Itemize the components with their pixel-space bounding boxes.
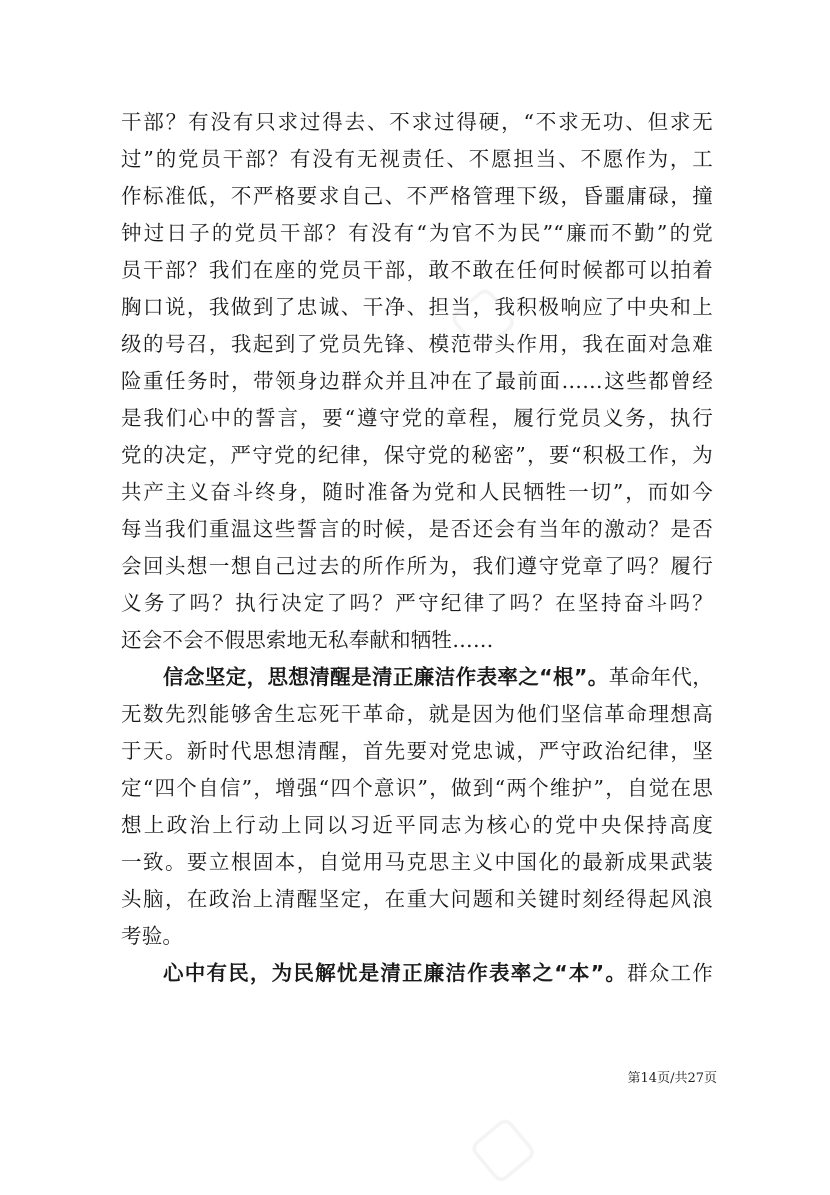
- text-line: 还会不会不假思索地无私奉献和牺牲……: [121, 628, 494, 652]
- page-number: 第14页/共27页: [627, 1071, 717, 1086]
- watermark: ▢: [433, 269, 528, 365]
- paragraph-2: [121, 659, 713, 955]
- paragraph-heading: 心中有民，为民解忧是清正廉洁作表率之“本”。: [163, 961, 628, 985]
- text-line: 级的号召，我起到了党员先锋、模范带头作用，我在面对急难: [121, 332, 713, 356]
- text-span: 群众工作: [627, 961, 713, 985]
- body-text: [121, 104, 713, 992]
- text-line: 是我们心中的誓言，要“遵守党的章程，履行党员义务，执行: [121, 406, 713, 430]
- paragraph-1: [121, 104, 713, 659]
- paragraph-3: [121, 955, 713, 992]
- text-line: 党的决定，严守党的纪律，保守党的秘密”，要“积极工作，为: [121, 443, 713, 467]
- text-line: 钟过日子的党员干部？有没有“为官不为民”“廉而不勤”的党: [121, 221, 713, 245]
- text-line: 头脑，在政治上清醒坚定，在重大问题和关键时刻经得起风浪: [121, 887, 713, 911]
- text-line: 义务了吗？执行决定了吗？严守纪律了吗？在坚持奋斗吗？: [121, 591, 713, 615]
- text-line: 员干部？我们在座的党员干部，敢不敢在任何时候都可以拍着: [121, 258, 713, 282]
- text-line: 每当我们重温这些誓言的时候，是否还会有当年的激动？是否: [121, 517, 713, 541]
- text-line: 考验。: [121, 924, 184, 948]
- text-line: 作标准低，不严格要求自己、不严格管理下级，昏噩庸碌，撞: [121, 184, 713, 208]
- paragraph-first-line: [121, 659, 713, 696]
- text-line: 胸口说，我做到了忠诚、干净、担当，我积极响应了中央和上: [121, 295, 713, 319]
- text-line: 无数先烈能够舍生忘死干革命，就是因为他们坚信革命理想高: [121, 702, 713, 726]
- text-line: 干部？有没有只求过得去、不求过得硬，“不求无功、但求无: [121, 110, 713, 134]
- text-line: 会回头想一想自己过去的所作所为，我们遵守党章了吗？履行: [121, 554, 713, 578]
- text-line: 险重任务时，带领身边群众并且冲在了最前面……这些都曾经: [121, 369, 713, 393]
- paragraph-first-line: [121, 955, 713, 992]
- text-line: 于天。新时代思想清醒，首先要对党忠诚，严守政治纪律，坚: [121, 739, 713, 763]
- text-line: 定“四个自信”，增强“四个意识”，做到“两个维护”，自觉在思: [121, 776, 713, 800]
- paragraph-heading: 信念坚定，思想清醒是清正廉洁作表率之“根”。: [163, 665, 609, 689]
- text-line: 一致。要立根固本，自觉用马克思主义中国化的最新成果武装: [121, 850, 713, 874]
- text-line: 过”的党员干部？有没有无视责任、不愿担当、不愿作为，工: [121, 147, 713, 171]
- text-line: 共产主义奋斗终身，随时准备为党和人民牺牲一切”，而如今: [121, 480, 713, 504]
- watermark: ▢: [453, 1099, 548, 1195]
- text-span: 革命年代，: [608, 665, 713, 689]
- text-line: 想上政治上行动上同以习近平同志为核心的党中央保持高度: [121, 813, 713, 837]
